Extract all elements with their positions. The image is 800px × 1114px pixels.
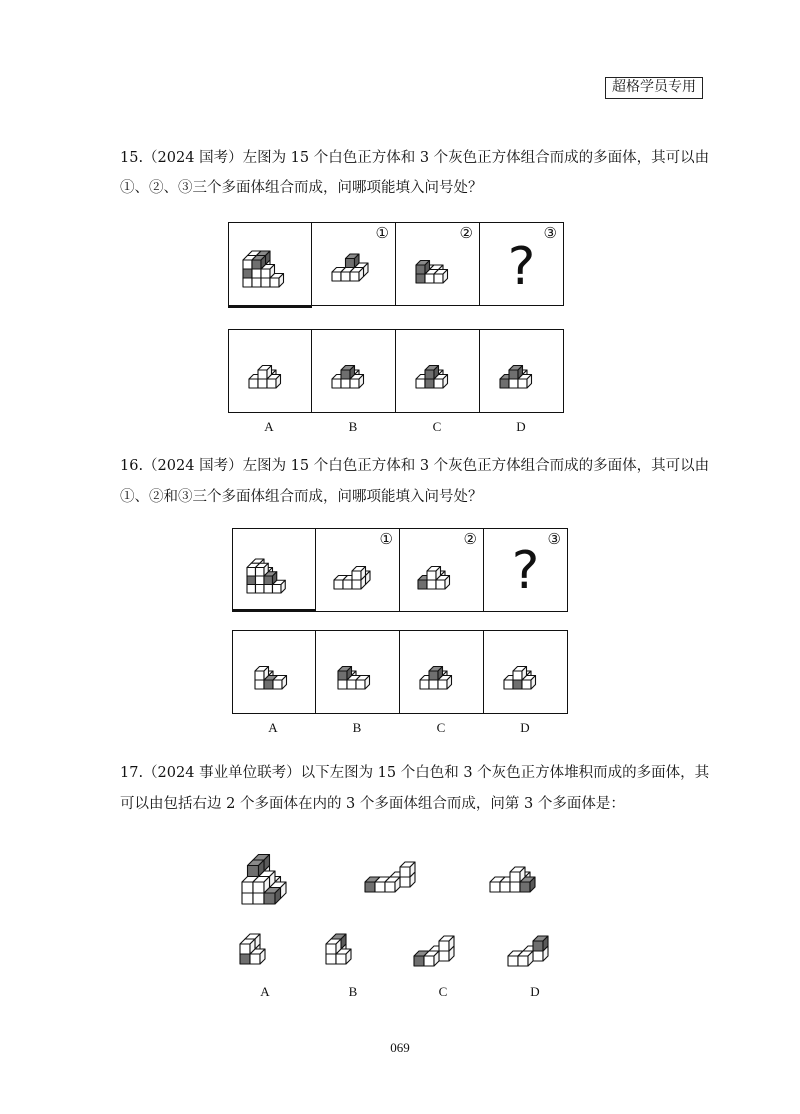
cube-face <box>365 882 375 892</box>
q15-label-b: B <box>348 419 358 434</box>
q16-unknown-piece <box>484 528 568 612</box>
cube-face <box>252 278 261 287</box>
cube-drawing <box>229 223 313 307</box>
cube-face <box>248 866 259 877</box>
cube-face <box>258 370 267 379</box>
cube-face <box>258 379 267 388</box>
cube-face <box>243 269 252 278</box>
cube-face <box>490 882 500 892</box>
cube-face <box>424 956 434 966</box>
q15-label-c: C <box>432 419 442 434</box>
cube-face <box>429 680 438 689</box>
cube-face <box>510 882 520 892</box>
cube-face <box>356 680 365 689</box>
cube-face <box>270 278 279 287</box>
question-mark: ? <box>511 541 540 601</box>
marker-1: ① <box>379 530 393 548</box>
q15-options-panel <box>228 329 564 413</box>
cube-face <box>438 680 447 689</box>
cube-face <box>346 259 355 268</box>
cube-face <box>533 951 543 961</box>
q17-piece-2 <box>480 830 580 910</box>
marker-2: ② <box>459 224 473 242</box>
cube-face <box>264 576 273 585</box>
cube-face <box>518 956 528 966</box>
cube-face <box>425 370 434 379</box>
cube-drawing <box>400 631 484 715</box>
cube-drawing <box>498 912 578 978</box>
q16-label-c: C <box>436 720 446 735</box>
cube-face <box>429 671 438 680</box>
q15-combined-figure <box>228 222 312 308</box>
cube-face <box>252 260 261 269</box>
cube-face <box>247 576 256 585</box>
cube-face <box>264 585 273 594</box>
cube-drawing <box>404 912 484 978</box>
cube-face <box>338 680 347 689</box>
cube-face <box>513 671 522 680</box>
q15-line1: 15.（2024 国考）左图为 15 个白色正方体和 3 个灰色正方体组合而成的多面体，其可以由 <box>120 150 710 166</box>
q15-option-b[interactable] <box>312 329 396 413</box>
cube-drawing <box>396 223 480 307</box>
q17-label-d: D <box>530 984 540 999</box>
cube-drawing <box>316 529 400 613</box>
cube-face <box>385 882 395 892</box>
cube-face <box>420 680 429 689</box>
q17-piece-1 <box>355 830 455 910</box>
cube-drawing <box>233 529 317 613</box>
cube-face <box>352 580 361 589</box>
cube-face <box>334 580 343 589</box>
cube-face <box>439 941 449 951</box>
q17-option-a[interactable] <box>226 912 306 978</box>
cube-face <box>338 671 347 680</box>
cube-face <box>255 680 264 689</box>
cube-face <box>500 882 510 892</box>
cube-face <box>256 568 265 577</box>
cube-face <box>520 882 530 892</box>
q17-label-c: C <box>438 984 448 999</box>
cube-face <box>350 379 359 388</box>
q16-piece-1 <box>316 528 400 612</box>
q16-label-a: A <box>268 720 278 735</box>
cube-face <box>425 274 434 283</box>
cube-face <box>343 580 352 589</box>
cube-face <box>416 379 425 388</box>
cube-face <box>347 680 356 689</box>
q17-label-b: B <box>348 984 358 999</box>
q15-option-a[interactable] <box>228 329 312 413</box>
q16-option-b[interactable] <box>316 630 400 714</box>
cube-drawing <box>233 631 317 715</box>
cube-face <box>253 893 264 904</box>
cube-face <box>243 260 252 269</box>
cube-face <box>264 893 275 904</box>
cube-face <box>436 580 445 589</box>
q16-combined-figure <box>232 528 316 612</box>
q17-line2: 可以由包括右边 2 个多面体在内的 3 个多面体组合而成，问第 3 个多面体是： <box>120 796 625 812</box>
cube-face <box>341 379 350 388</box>
cube-drawing <box>400 529 484 613</box>
cube-face <box>267 379 276 388</box>
cube-face <box>352 571 361 580</box>
cube-face <box>240 944 250 954</box>
cube-face <box>243 278 252 287</box>
cube-face <box>264 680 273 689</box>
cube-face <box>400 877 410 887</box>
cube-face <box>240 954 250 964</box>
q17-label-a: A <box>260 984 270 999</box>
cube-face <box>336 954 346 964</box>
cube-drawing <box>226 912 306 978</box>
cube-face <box>326 944 336 954</box>
cube-face <box>508 956 518 966</box>
q15-option-d[interactable] <box>480 329 564 413</box>
cube-face <box>326 954 336 964</box>
cube-face <box>416 265 425 274</box>
cube-drawing <box>480 330 564 414</box>
q17-option-c[interactable] <box>404 912 484 978</box>
q17-line1: 17.（2024 事业单位联考）以下左图为 15 个白色和 3 个灰色正方体堆积而成的多面体，其 <box>120 765 710 781</box>
cube-face <box>533 941 543 951</box>
cube-face <box>242 882 253 893</box>
cube-face <box>400 867 410 877</box>
cube-face <box>375 882 385 892</box>
cube-face <box>252 269 261 278</box>
q16-line1: 16.（2024 国考）左图为 15 个白色正方体和 3 个灰色正方体组合而成的多面体，其可以由 <box>120 458 710 474</box>
q17-combined-figure <box>228 820 338 920</box>
cube-face <box>341 370 350 379</box>
q15-piece-1 <box>312 222 396 306</box>
cube-drawing <box>484 631 568 715</box>
cube-face <box>273 680 282 689</box>
cube-face <box>256 585 265 594</box>
cube-face <box>513 680 522 689</box>
q17-option-b[interactable] <box>314 912 394 978</box>
cube-face <box>425 379 434 388</box>
q16-piece-2 <box>400 528 484 612</box>
cube-drawing <box>314 912 394 978</box>
q15-label-a: A <box>264 419 274 434</box>
cube-face <box>418 580 427 589</box>
q16-options-panel <box>232 630 568 714</box>
q16-label-d: D <box>520 720 530 735</box>
cube-drawing <box>316 631 400 715</box>
cube-drawing <box>396 330 480 414</box>
cube-face <box>332 272 341 281</box>
cube-face <box>518 379 527 388</box>
cube-face <box>427 580 436 589</box>
cube-face <box>242 893 253 904</box>
cube-drawing <box>480 830 580 910</box>
marker-1: ① <box>375 224 389 242</box>
cube-face <box>247 568 256 577</box>
cube-face <box>256 576 265 585</box>
marker-3: ③ <box>543 224 557 242</box>
cube-drawing <box>312 330 396 414</box>
cube-face <box>434 274 443 283</box>
cube-face <box>261 278 270 287</box>
cube-drawing <box>228 820 338 920</box>
cube-face <box>500 379 509 388</box>
cube-face <box>261 269 270 278</box>
cube-face <box>247 585 256 594</box>
cube-face <box>427 571 436 580</box>
cube-face <box>504 680 513 689</box>
q15-unknown-piece <box>480 222 564 306</box>
q15-label-d: D <box>516 419 526 434</box>
cube-face <box>332 379 341 388</box>
cube-face <box>510 872 520 882</box>
q16-option-a[interactable] <box>232 630 316 714</box>
page-number: 069 <box>390 1040 410 1055</box>
cube-drawing <box>355 830 455 910</box>
q16-option-d[interactable] <box>484 630 568 714</box>
cube-face <box>255 671 264 680</box>
cube-face <box>434 379 443 388</box>
cube-face <box>439 951 449 961</box>
q16-line2: ①、②和③三个多面体组合而成，问哪项能填入问号处？ <box>120 489 483 505</box>
cube-face <box>250 954 260 964</box>
cube-face <box>341 272 350 281</box>
cube-face <box>273 585 282 594</box>
cube-face <box>509 370 518 379</box>
q16-label-b: B <box>352 720 362 735</box>
badge-student-only: 超格学员专用 <box>605 77 703 99</box>
q16-given-panel <box>232 528 568 612</box>
cube-face <box>414 956 424 966</box>
q15-piece-2 <box>396 222 480 306</box>
cube-face <box>522 680 531 689</box>
cube-face <box>253 882 264 893</box>
cube-drawing <box>229 330 313 414</box>
q15-line2: ①、②、③三个多面体组合而成，问哪项能填入问号处？ <box>120 180 483 196</box>
q15-option-c[interactable] <box>396 329 480 413</box>
cube-drawing <box>312 223 396 307</box>
q16-option-c[interactable] <box>400 630 484 714</box>
cube-face <box>509 379 518 388</box>
q17-option-d[interactable] <box>498 912 578 978</box>
cube-face <box>416 274 425 283</box>
question-mark: ? <box>507 237 536 297</box>
cube-face <box>249 379 258 388</box>
q15-given-panel <box>228 222 564 308</box>
cube-face <box>350 272 359 281</box>
marker-3: ③ <box>547 530 561 548</box>
marker-2: ② <box>463 530 477 548</box>
